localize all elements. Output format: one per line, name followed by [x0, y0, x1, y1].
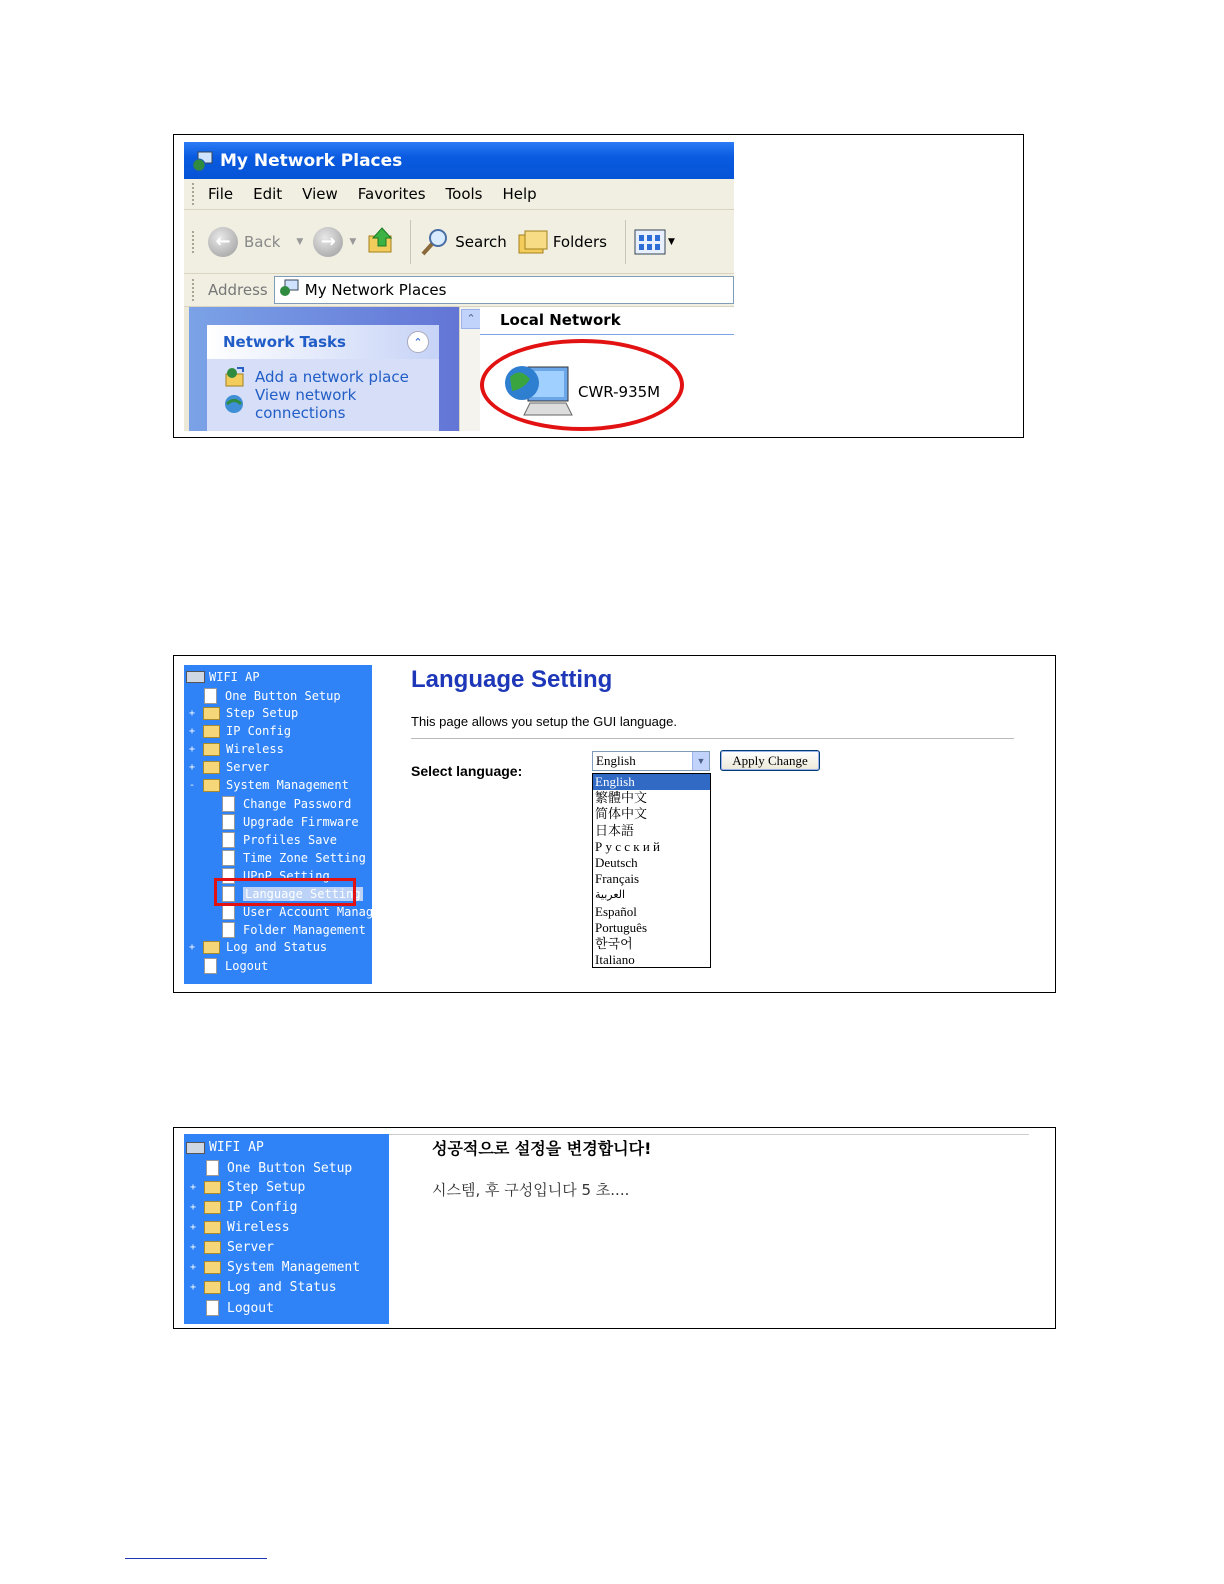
tree-item-server[interactable]: [190, 1240, 274, 1255]
task-pane: [189, 307, 459, 431]
top-divider: [389, 1134, 1029, 1135]
tree-item-server[interactable]: [189, 760, 269, 774]
menubar-grip: [192, 183, 198, 205]
folder-icon: [203, 761, 220, 774]
apply-change-button[interactable]: Apply Change: [720, 750, 820, 771]
language-select-value: English: [596, 753, 636, 768]
computer-icon: [186, 1142, 205, 1154]
open-folder-icon: [203, 779, 220, 792]
footnote-rule: [125, 1558, 267, 1559]
menu-tools[interactable]: Tools: [445, 185, 483, 203]
language-setting-screenshot: [173, 655, 1056, 993]
folder-icon: [203, 941, 220, 954]
collapse-chevron-icon[interactable]: ⌃: [407, 331, 429, 353]
korean-success-screenshot: [173, 1127, 1056, 1329]
expand-plus-icon[interactable]: +: [190, 1222, 197, 1233]
tree-item-label: Time Zone Setting: [243, 851, 366, 865]
network-connections-icon: [223, 393, 245, 415]
network-tasks-header[interactable]: [207, 325, 439, 359]
address-grip: [192, 279, 198, 301]
tree-item-ip-config[interactable]: [190, 1200, 297, 1215]
address-bar: [184, 274, 734, 307]
expand-plus-icon[interactable]: +: [190, 1262, 197, 1273]
tree-item-ip-config[interactable]: [189, 724, 291, 738]
expand-plus-icon[interactable]: +: [190, 1282, 197, 1293]
page-title: Language Setting: [411, 666, 613, 693]
folder-icon: [203, 743, 220, 756]
back-dropdown-icon[interactable]: ▼: [296, 236, 304, 247]
computer-icon: [186, 671, 205, 683]
menu-file[interactable]: File: [208, 185, 234, 203]
search-button[interactable]: [419, 226, 507, 258]
menu-view[interactable]: View: [302, 185, 338, 203]
tree-item-one-button-setup[interactable]: [204, 688, 341, 704]
language-option-japanese[interactable]: 日本語: [595, 822, 635, 838]
folders-button[interactable]: [517, 227, 607, 257]
forward-dropdown-icon[interactable]: ▼: [349, 236, 357, 247]
tree-item-label: Profiles Save: [243, 833, 337, 847]
expand-plus-icon[interactable]: +: [189, 725, 196, 737]
up-folder-icon[interactable]: [366, 225, 396, 259]
toolbar-separator: [410, 220, 411, 264]
tree-item-change-password[interactable]: [222, 796, 351, 812]
folder-icon: [204, 1241, 221, 1254]
tree-item-label: One Button Setup: [227, 1160, 353, 1176]
search-label: Search: [455, 232, 507, 251]
page-icon: [222, 850, 235, 866]
highlight-rectangle: [214, 878, 356, 906]
network-places-screenshot: [173, 134, 1024, 438]
tree-root-label: WIFI AP: [209, 670, 260, 684]
folder-icon: [204, 1281, 221, 1294]
folder-icon: [203, 725, 220, 738]
search-icon: [419, 226, 451, 258]
toolbar: [184, 210, 734, 274]
toolbar-separator-2: [625, 220, 626, 264]
view-network-connections-link[interactable]: [223, 386, 439, 422]
language-dropdown-list: [592, 773, 711, 968]
local-network-header: Local Network: [480, 311, 734, 335]
folder-icon: [204, 1201, 221, 1214]
tree-item-system-management[interactable]: [189, 778, 349, 792]
tree-item-step-setup[interactable]: [190, 1180, 305, 1195]
tree-item-label: Logout: [227, 1300, 274, 1316]
tree-item-label: Wireless: [227, 1220, 290, 1235]
language-option-english[interactable]: English: [593, 774, 710, 790]
views-dropdown-icon: ▼: [667, 236, 675, 247]
sidebar-expanded: [184, 665, 410, 984]
tree-item-logout[interactable]: [206, 1300, 274, 1316]
language-option-italian[interactable]: Italiano: [595, 952, 635, 968]
folder-icon: [204, 1181, 221, 1194]
tree-item-logout[interactable]: [204, 958, 268, 974]
tree-root[interactable]: [186, 670, 260, 684]
menu-edit[interactable]: Edit: [253, 185, 283, 203]
forward-arrow-icon[interactable]: →: [313, 227, 343, 257]
tree-root-label: WIFI AP: [209, 1140, 264, 1155]
folder-icon: [204, 1221, 221, 1234]
tree-item-step-setup[interactable]: [189, 706, 298, 720]
tree-root[interactable]: [186, 1140, 264, 1155]
tree-item-label: System Management: [226, 778, 349, 792]
address-value: My Network Places: [304, 281, 447, 299]
page-icon: [222, 922, 235, 938]
page-icon: [206, 1160, 219, 1176]
folders-icon: [517, 227, 549, 257]
success-title: 성공적으로 설정을 변경합니다!: [432, 1139, 652, 1158]
tree-item-label: Step Setup: [227, 1180, 306, 1195]
add-network-place-link[interactable]: [223, 368, 439, 386]
page-icon: [222, 832, 235, 848]
vertical-scrollbar[interactable]: [459, 307, 480, 431]
language-option-arabic[interactable]: العربية: [595, 889, 626, 902]
expand-plus-icon[interactable]: +: [189, 707, 196, 719]
tree-item-label: Upgrade Firmware: [243, 815, 359, 829]
language-option-french[interactable]: Français: [595, 871, 640, 887]
page-description: This page allows you setup the GUI language.: [411, 714, 677, 729]
tree-item-label: IP Config: [227, 1200, 298, 1215]
expand-plus-icon[interactable]: +: [189, 761, 196, 773]
tree-item-label: Folder Management: [243, 923, 366, 937]
language-option-korean[interactable]: 한국어: [595, 935, 633, 951]
menu-bar: [184, 179, 734, 210]
language-option-german[interactable]: Deutsch: [595, 854, 638, 870]
title-bar: [184, 142, 734, 179]
expand-plus-icon[interactable]: +: [189, 941, 196, 953]
tree-item-profiles-save[interactable]: [222, 832, 337, 848]
page-icon: [222, 796, 235, 812]
add-network-place-label: Add a network place: [255, 368, 409, 386]
tree-item-label: Change Password: [243, 797, 352, 811]
page-icon: [222, 904, 235, 920]
tree-item-label: Step Setup: [226, 706, 299, 720]
scroll-up-chevron-icon[interactable]: ⌃: [461, 309, 481, 329]
expand-plus-icon[interactable]: +: [190, 1182, 197, 1193]
folder-icon: [203, 707, 220, 720]
folder-icon: [204, 1261, 221, 1274]
language-option-spanish[interactable]: Español: [595, 903, 637, 919]
tree-item-user-account-management[interactable]: [222, 904, 409, 920]
language-option-traditional-chinese[interactable]: 繁體中文: [595, 790, 648, 806]
collapse-minus-icon[interactable]: -: [189, 779, 196, 791]
tree-item-label: System Management: [227, 1260, 361, 1275]
tree-item-label: Log and Status: [227, 1280, 337, 1295]
expand-plus-icon[interactable]: +: [190, 1242, 197, 1253]
restart-message: 시스템, 후 구성입니다 5 초....: [432, 1181, 630, 1199]
menu-help[interactable]: Help: [502, 185, 537, 203]
menu-favorites[interactable]: Favorites: [357, 185, 426, 203]
divider: [411, 738, 1014, 739]
page-icon: [206, 1300, 219, 1316]
back-arrow-icon: ←: [208, 227, 238, 257]
tree-item-folder-management[interactable]: [222, 922, 366, 938]
page-icon: [204, 688, 217, 704]
device-cwr-935m[interactable]: [500, 357, 660, 427]
address-field[interactable]: [274, 276, 734, 304]
add-network-place-icon: [223, 366, 245, 388]
network-tasks-title: Network Tasks: [223, 333, 346, 351]
sidebar-collapsed: [184, 1134, 389, 1324]
tree-item-one-button-setup[interactable]: [206, 1160, 352, 1176]
tree-item-label: Server: [227, 1240, 274, 1255]
address-label: Address: [208, 281, 268, 299]
tree-item-label: Logout: [225, 959, 269, 973]
tree-item-label: Log and Status: [226, 940, 328, 954]
back-label: Back: [244, 232, 281, 251]
select-language-label: Select language:: [411, 763, 523, 779]
tree-item-label: Server: [226, 760, 270, 774]
network-tasks-panel: [207, 325, 439, 431]
expand-plus-icon[interactable]: +: [190, 1202, 197, 1213]
tree-item-log-and-status[interactable]: [189, 940, 327, 954]
network-places-small-icon: [279, 279, 299, 301]
tree-item-label: Wireless: [226, 742, 284, 756]
tree-item-label: UPnP Setting: [243, 869, 330, 883]
view-network-connections-label: View network connections: [255, 386, 357, 422]
device-label: CWR-935M: [578, 383, 661, 401]
tree-item-label: One Button Setup: [225, 689, 341, 703]
tree-item-label: User Account Management: [243, 905, 410, 919]
tree-item-upgrade-firmware[interactable]: [222, 814, 359, 830]
back-button[interactable]: [208, 227, 280, 257]
tree-item-wireless[interactable]: [189, 742, 284, 756]
content-pane: [480, 307, 734, 431]
window-title: My Network Places: [220, 150, 403, 171]
language-option-simplified-chinese[interactable]: 简体中文: [595, 806, 648, 822]
tree-item-label-selected: Language Setting: [245, 887, 361, 901]
folders-label: Folders: [552, 232, 607, 251]
expand-plus-icon[interactable]: +: [189, 743, 196, 755]
tree-item-log-and-status[interactable]: [190, 1280, 337, 1295]
explorer-window: [184, 142, 734, 431]
tree-item-label: IP Config: [226, 724, 292, 738]
chevron-down-icon[interactable]: ▼: [692, 752, 709, 770]
tree-item-system-management[interactable]: [190, 1260, 360, 1275]
tree-item-wireless[interactable]: [190, 1220, 290, 1235]
language-option-russian[interactable]: Р у с с к и й: [595, 838, 660, 854]
language-select[interactable]: [592, 751, 710, 771]
page-icon: [222, 814, 235, 830]
network-places-icon: [192, 150, 214, 172]
network-computer-icon: [500, 357, 576, 427]
views-icon: [634, 228, 666, 256]
tree-item-time-zone-setting[interactable]: [222, 850, 366, 866]
views-button[interactable]: [634, 228, 675, 256]
page-icon: [204, 958, 217, 974]
language-option-portuguese[interactable]: Português: [595, 919, 647, 935]
toolbar-grip: [192, 231, 198, 253]
